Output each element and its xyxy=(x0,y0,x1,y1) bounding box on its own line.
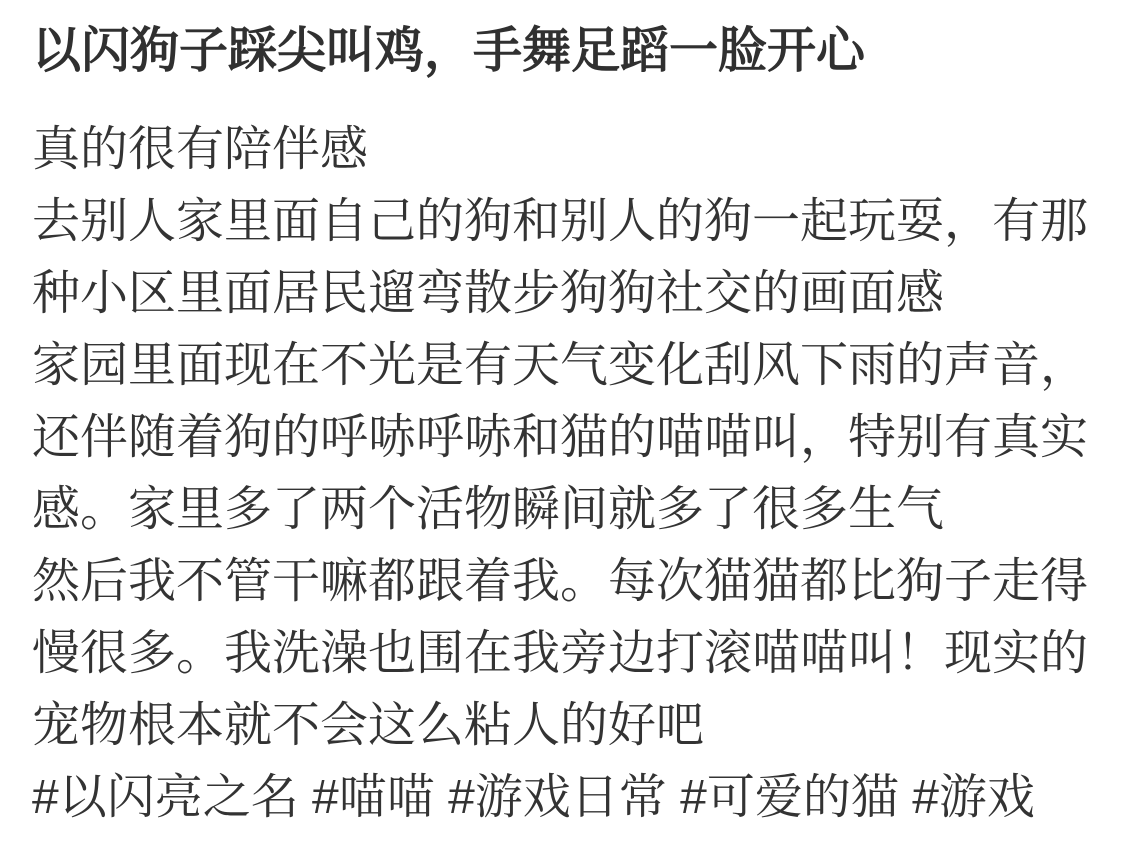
hashtag-link[interactable]: #以闪亮之名 xyxy=(32,771,299,824)
post-title: 以闪狗子踩尖叫鸡，手舞足蹈一脸开心 xyxy=(32,24,866,78)
post-text xyxy=(32,114,1112,834)
hashtag-line xyxy=(32,762,1112,834)
hashtag-link[interactable]: #游戏日常 xyxy=(448,771,667,824)
hashtag-link[interactable]: #喵喵 xyxy=(312,771,435,824)
post-text-line: 去别人家里面自己的狗和别人的狗一起玩耍，有那 xyxy=(32,195,1089,248)
post-text-line: 感。家里多了两个活物瞬间就多了很多生气 xyxy=(32,483,945,536)
post-body-lines xyxy=(32,114,1112,762)
post-text-line: 种小区里面居民遛弯散步狗狗社交的画面感 xyxy=(32,267,945,320)
hashtag-link[interactable]: #可爱的猫 xyxy=(680,771,899,824)
post-text-line: 家园里面现在不光是有天气变化刮风下雨的声音， xyxy=(32,339,1089,392)
hashtag-link[interactable]: #游戏 xyxy=(912,771,1035,824)
post-text-line: 然后我不管干嘛都跟着我。每次猫猫都比狗子走得 xyxy=(32,555,1089,608)
post-text-line: 真的很有陪伴感 xyxy=(32,123,369,176)
post-text-line: 宠物根本就不会这么粘人的好吧 xyxy=(32,699,705,752)
post-text-line: 还伴随着狗的呼哧呼哧和猫的喵喵叫，特别有真实 xyxy=(32,411,1089,464)
post-text-line: 慢很多。我洗澡也围在我旁边打滚喵喵叫！现实的 xyxy=(32,627,1089,680)
